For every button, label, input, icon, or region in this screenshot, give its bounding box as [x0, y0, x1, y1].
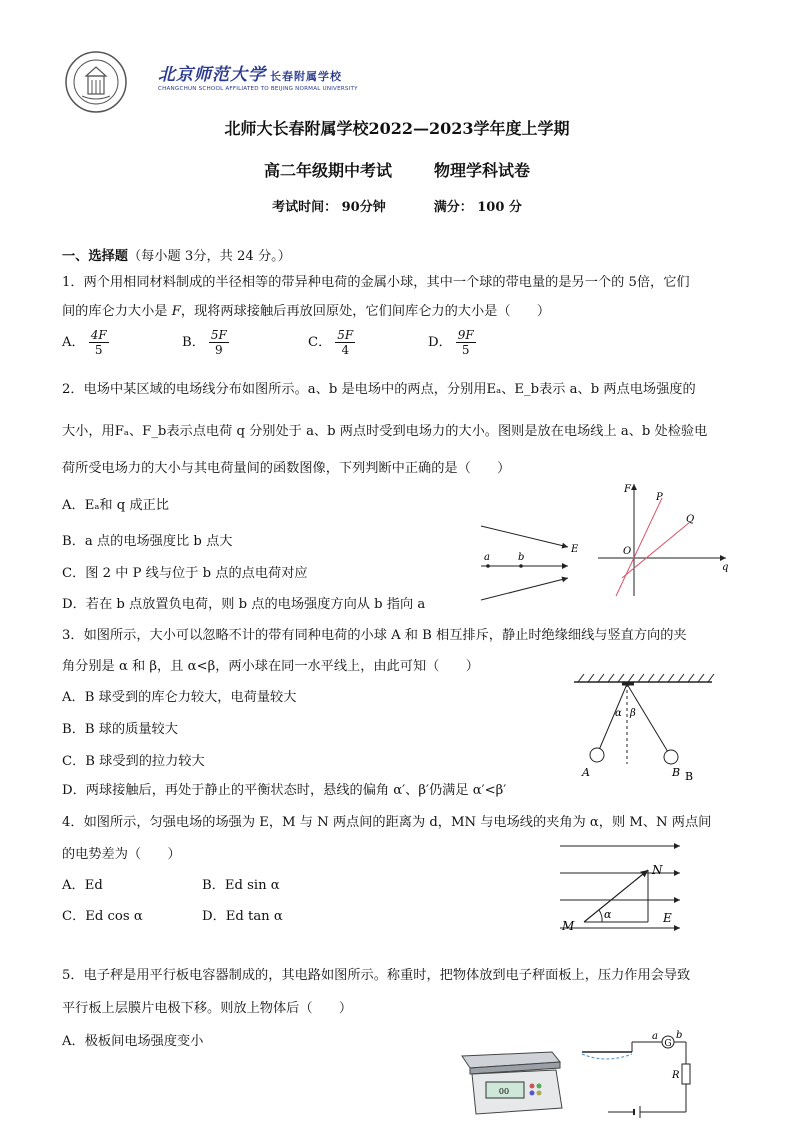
q2-option-b[interactable]: B．a 点的电场强度比 b 点大	[62, 534, 233, 549]
q5-line1: 5．电子秤是用平行板电容器制成的，其电路如图所示。称重时，把物体放到电子秤面板上，压力作用会导致	[62, 968, 691, 983]
q3-option-b[interactable]: B．B 球的质量较大	[62, 722, 178, 737]
line-Q	[622, 522, 690, 578]
exam-info	[0, 196, 794, 215]
q5-line2: 平行板上层膜片电极下移。则放上物体后（ ）	[62, 1001, 353, 1016]
q3-option-d[interactable]: D．两球接触后，再处于静止的平衡状态时，悬线的偏角 α′、β′仍满足 α′<β′	[62, 783, 507, 798]
label-B: B	[672, 766, 681, 779]
subtitle-grade: 高二年级期中考试	[263, 161, 392, 180]
q2-line2: 大小，用Fₐ、F_b表示点电荷 q 分别处于 a、b 两点时受到电场力的大小。图则是放在电场线上 a、b 处检验电	[62, 424, 708, 439]
q4-option-d[interactable]: D．Ed tan α	[202, 909, 283, 924]
q1-option-b[interactable]: B． $\frac{5F}{9}$	[182, 328, 227, 357]
q2-graph-figure	[594, 478, 736, 600]
label-B-extra: B	[685, 770, 694, 783]
label-q: q	[722, 562, 729, 573]
q2-option-d[interactable]: D．若在 b 点放置负电荷，则 b 点的电场强度方向从 b 指向 a	[62, 597, 426, 612]
field-line	[481, 526, 568, 547]
q3-option-c[interactable]: C．B 球受到的拉力较大	[62, 754, 205, 769]
field-line	[481, 578, 568, 600]
label-O: O	[623, 546, 632, 557]
label-E: E	[571, 544, 579, 555]
section-note: （每小题 3分，共 24 分。）	[127, 249, 291, 264]
label-Q: Q	[686, 514, 695, 525]
q2-line3: 荷所受电场力的大小与其电荷量间的函数图像，下列判断中正确的是（ ）	[62, 461, 511, 476]
label-P: P	[656, 492, 663, 503]
label-alpha: α	[615, 708, 622, 719]
label-R: R	[672, 1070, 680, 1081]
thread-A	[599, 684, 627, 750]
q5-option-a[interactable]: A．极板间电场强度变小	[62, 1034, 204, 1049]
school-name-en: CHANGCHUN SCHOOL AFFILIATED TO BEIJING NORMAL UNIVERSITY	[158, 86, 358, 92]
q3-pendulum-figure	[572, 672, 732, 784]
ball-A	[590, 748, 604, 762]
label-G: G	[664, 1039, 672, 1049]
q4-options-row1	[62, 874, 280, 893]
point-a	[486, 564, 490, 568]
scale-button	[530, 1084, 535, 1089]
electronic-scale-image	[452, 1042, 564, 1116]
q3-line2: 角分别是 α 和 β，且 α<β，两小球在同一水平线上，由此可知（ ）	[62, 659, 479, 674]
label-beta: β	[630, 708, 636, 719]
subtitle-subject: 物理学科试卷	[434, 161, 531, 180]
q1-option-c[interactable]: C． $\frac{5F}{4}$	[308, 328, 354, 357]
label-b: b	[676, 1030, 683, 1041]
school-logo-text	[158, 60, 358, 92]
q4-option-a[interactable]: A．Ed	[62, 878, 103, 893]
segment-MN	[584, 870, 648, 922]
label-F: F	[624, 484, 631, 495]
q5-circuit-figure	[578, 1030, 696, 1118]
point-b	[519, 564, 523, 568]
q4-line2: 的电势差为（ ）	[62, 847, 181, 862]
label-A: A	[582, 766, 590, 779]
q1-options	[62, 328, 508, 357]
ball-B	[664, 750, 678, 764]
q3-line1: 3．如图所示，大小可以忽略不计的带有同种电荷的小球 A 和 B 相互排斥，静止时绝缘细线与竖直方向的夹	[62, 628, 687, 643]
label-N: N	[652, 863, 663, 877]
scale-button	[537, 1084, 542, 1089]
q4-line1: 4．如图所示，匀强电场的场强为 E，M 与 N 两点间的距离为 d，MN 与电场线的夹角为 α，则 M、N 两点间	[62, 815, 712, 830]
scale-button	[537, 1091, 542, 1096]
q1-option-a[interactable]: A． $\frac{4F}{5}$	[62, 328, 107, 357]
exam-subtitle	[0, 158, 794, 181]
display-reading: 00	[498, 1087, 510, 1096]
q3-option-a[interactable]: A．B 球受到的库仑力较大，电荷量较大	[62, 690, 297, 705]
label-E: E	[663, 911, 672, 925]
label-a: a	[484, 552, 490, 563]
q1-line2: 间的库仑力大小是 F，现将两球接触后再放回原处，它们间库仑力的大小是（ ）	[62, 304, 551, 319]
school-name-suffix: 长春附属学校	[270, 70, 342, 83]
q1-line1: 1．两个用相同材料制成的半径相等的带异种电荷的金属小球，其中一个球的带电量的是另一个的 5倍，它们	[62, 275, 690, 290]
q1-option-d[interactable]: D． $\frac{9F}{5}$	[428, 328, 474, 357]
section-title: 一、选择题	[62, 249, 128, 264]
label-M: M	[562, 919, 575, 933]
q4-option-c[interactable]: C．Ed cos α	[62, 909, 143, 924]
q2-option-a[interactable]: A．Eₐ和 q 成正比	[62, 498, 169, 513]
label-alpha: α	[604, 908, 612, 921]
q2-option-c[interactable]: C．图 2 中 P 线与位于 b 点的点电荷对应	[62, 566, 308, 581]
deformed-plate	[582, 1054, 632, 1059]
exam-score: 满分： 100 分	[433, 200, 522, 215]
label-b: b	[518, 552, 525, 563]
q2-field-figure	[476, 520, 586, 602]
section-heading	[62, 245, 291, 264]
school-seal	[64, 50, 128, 114]
exam-title: 北师大长春附属学校2022—2023学年度上学期	[224, 119, 570, 138]
q4-option-b[interactable]: B．Ed sin α	[202, 878, 280, 893]
q2-line1: 2．电场中某区域的电场线分布如图所示。a、b 是电场中的两点，分别用Eₐ、E_b表示 a、b 两点电场强度的	[62, 382, 696, 397]
q4-options-row2	[62, 905, 283, 924]
q4-field-figure	[556, 838, 688, 938]
resistor	[682, 1064, 690, 1084]
school-name-cn: 北京师范大学	[158, 65, 266, 85]
label-a: a	[652, 1031, 658, 1042]
scale-button	[530, 1091, 535, 1096]
exam-time: 考试时间： 90分钟	[272, 200, 386, 215]
